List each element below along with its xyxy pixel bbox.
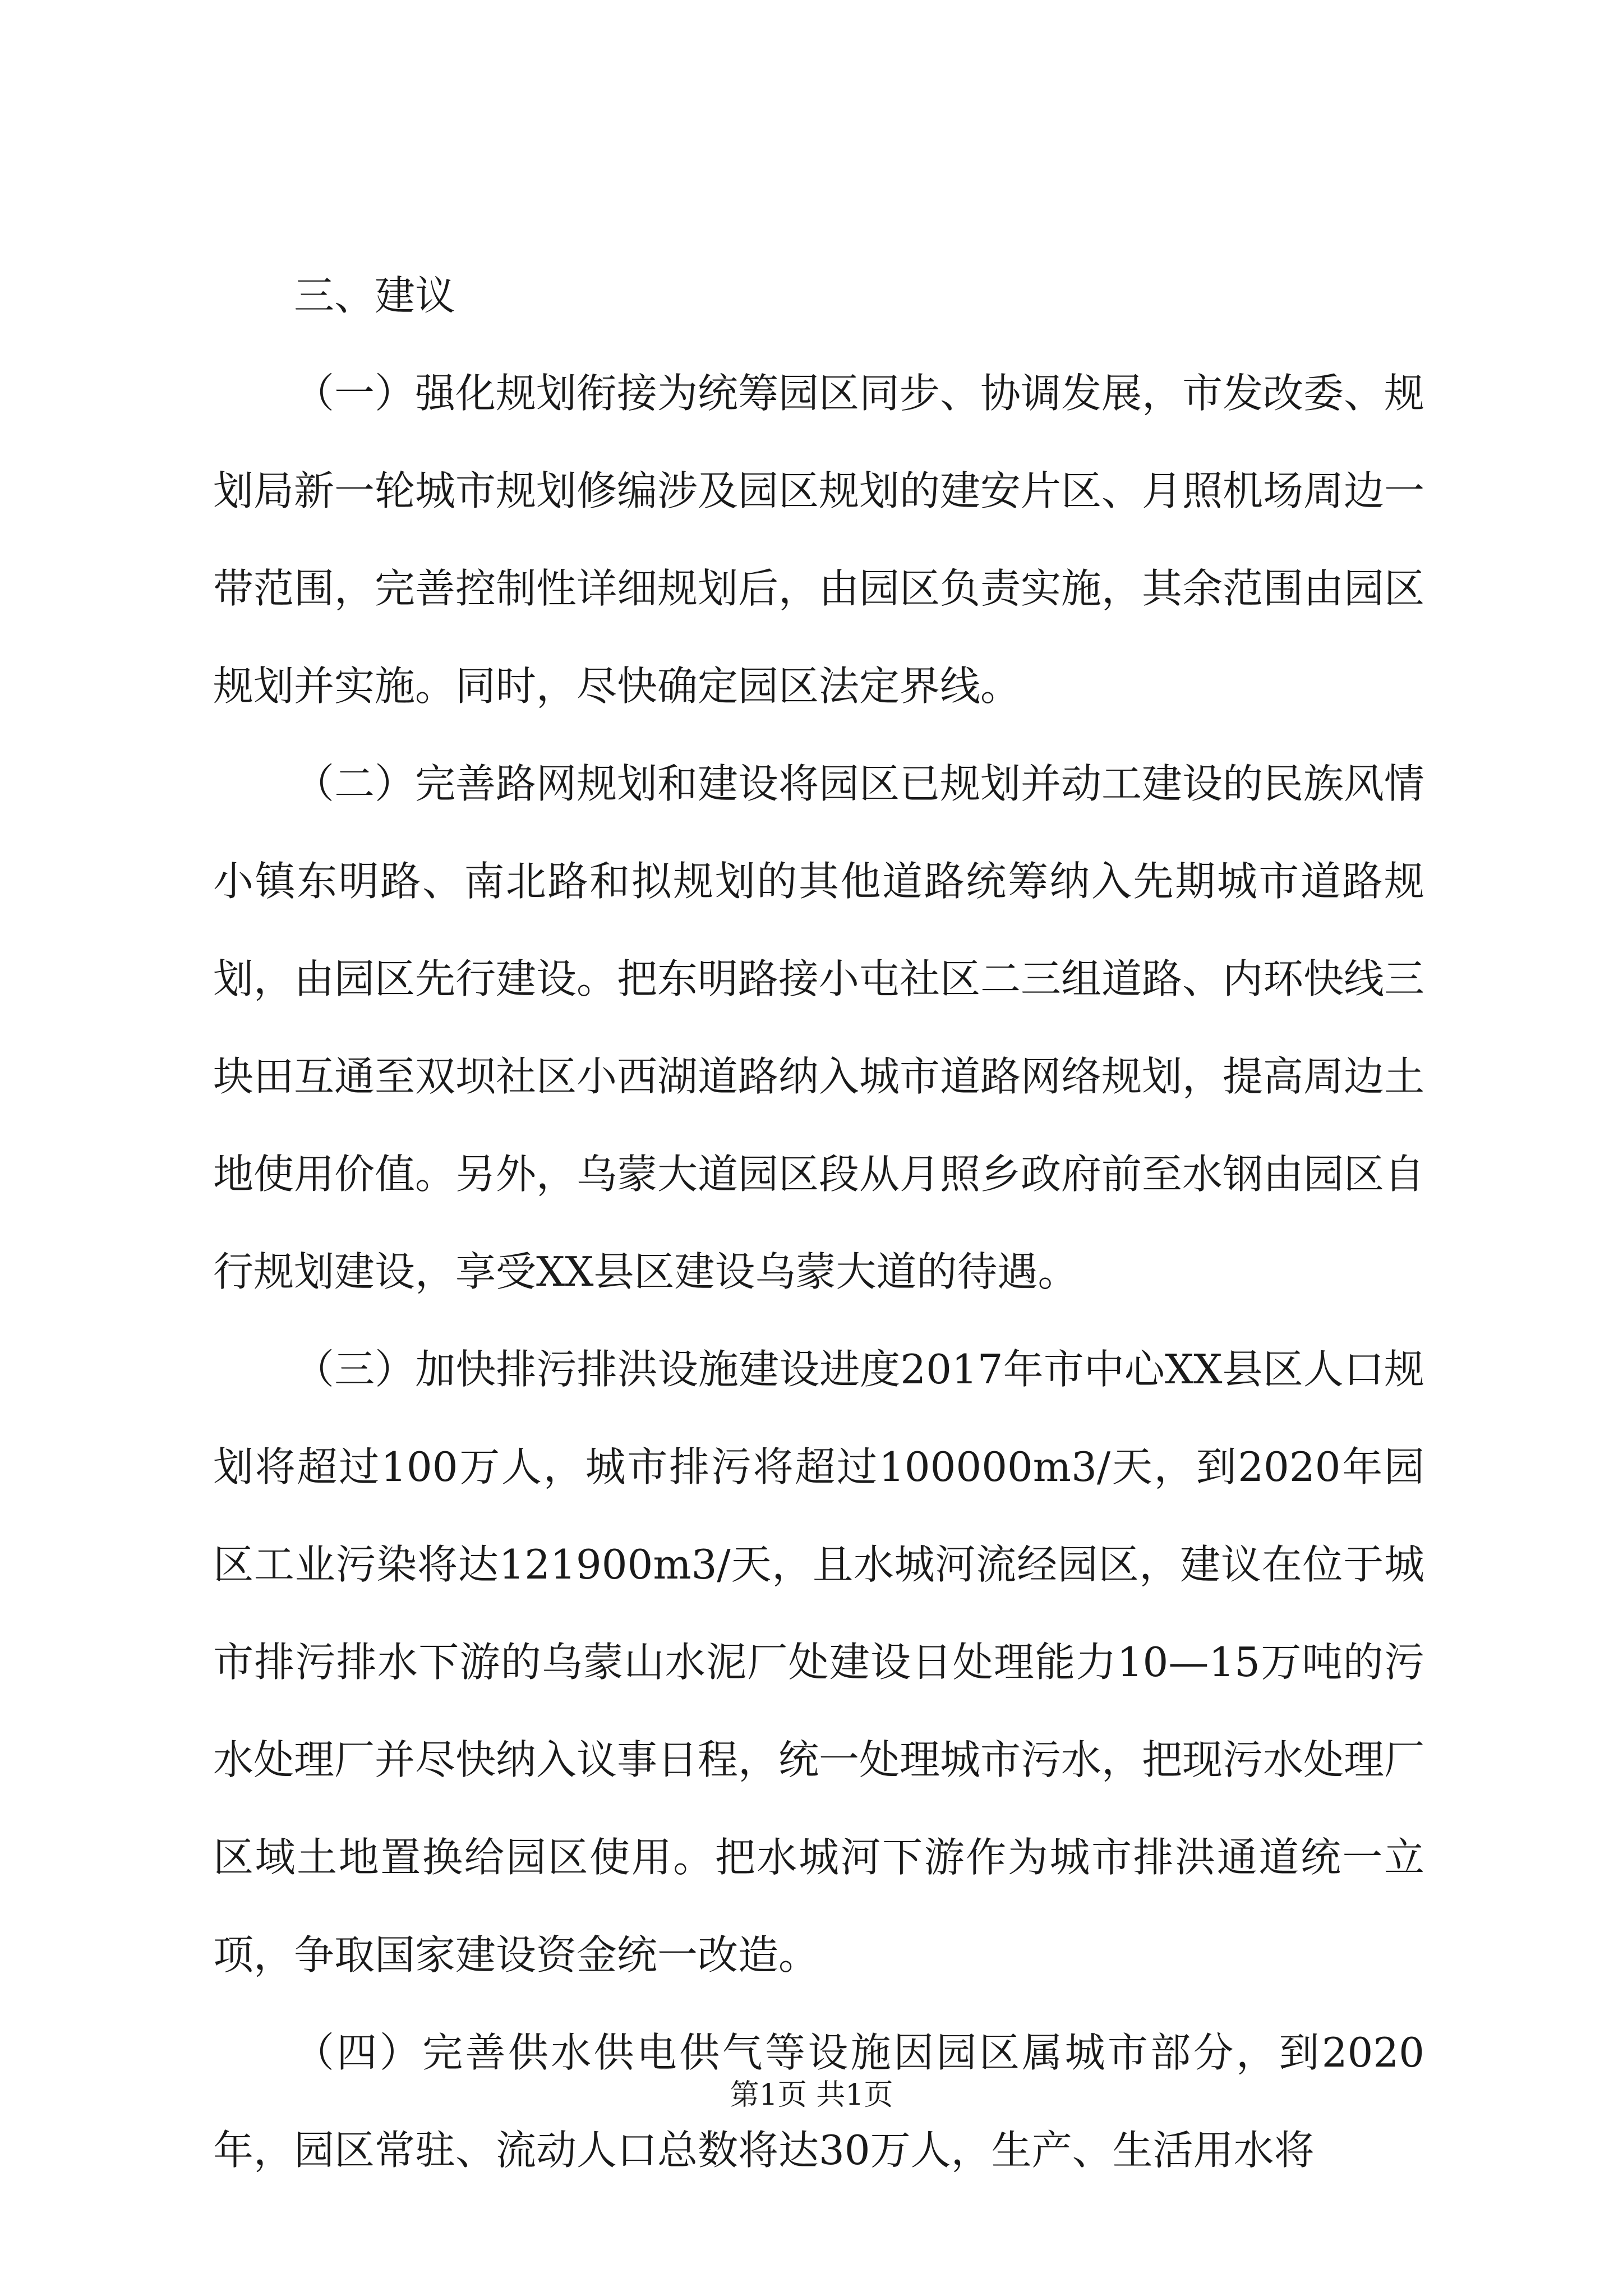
- paragraph-sewage-drainage: （三）加快排污排洪设施建设进度2017年市中心XX县区人口规划将超过100万人，城市排污将超过100000m3/天，到2020年园区工业污染将达121900m3/天，且水城河流经园区，建议在位于城市排污排水下游的乌蒙山水泥厂处建设日处理能力10—15万吨的污水处理厂并尽快纳入议事日程，统一处理城市污水，把现污水处理厂区域土地置换给园区使用。把水城河下游作为城市排洪通道统一立项，争取国家建设资金统一改造。: [213, 1346, 1425, 1978]
- document-body: [213, 247, 1424, 2199]
- paragraph-road-network: （二）完善路网规划和建设将园区已规划并动工建设的民族风情小镇东明路、南北路和拟规划的其他道路统筹纳入先期城市道路规划，由园区先行建设。把东明路接小屯社区二三组道路、内环快线三块田互通至双坝社区小西湖道路纳入城市道路网络规划，提高周边土地使用价值。另外，乌蒙大道园区段从月照乡政府前至水钢由园区自行规划建设，享受XX县区建设乌蒙大道的待遇。: [213, 760, 1425, 1295]
- page-number-footer: 第1页 共1页: [730, 2078, 893, 2112]
- paragraph-planning: （一）强化规划衔接为统筹园区同步、协调发展，市发改委、规划局新一轮城市规划修编涉及园区规划的建安片区、月照机场周边一带范围，完善控制性详细规划后，由园区负责实施，其余范围由园区规划并实施。同时，尽快确定园区法定界线。: [213, 370, 1425, 710]
- paragraph-utilities: （四）完善供水供电供气等设施因园区属城市部分，到2020年，园区常驻、流动人口总数将达30万人，生产、生活用水将: [213, 2029, 1424, 2174]
- section-heading: 三、建议: [294, 272, 456, 319]
